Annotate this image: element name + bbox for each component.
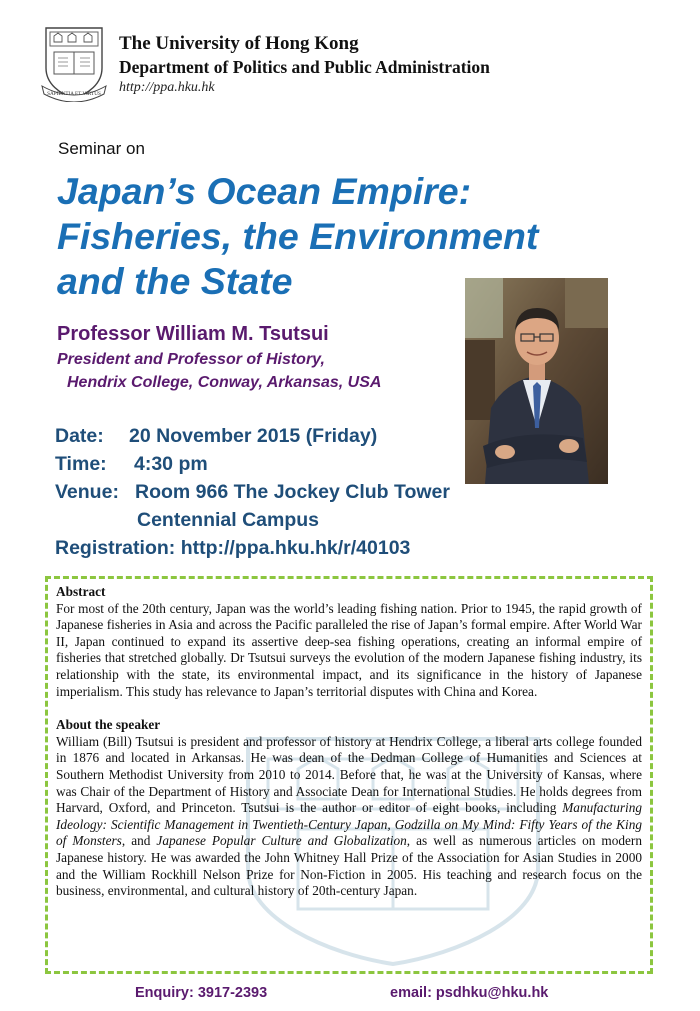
speaker-role-line-2: Hendrix College, Conway, Arkansas, USA [67,374,382,391]
venue-line-1: Room 966 The Jockey Club Tower [135,481,450,503]
about-speaker-heading: About the speaker [56,717,161,733]
speaker-name: Professor William M. Tsutsui [57,323,329,345]
abstract-heading: Abstract [56,584,106,599]
registration-row [55,537,410,560]
date-label: Date: [55,425,104,447]
about-text-part-3: , as well as numerous articles on modern Japanese history. He was awarded the John Whitney Hall Prize of the Association for Asian Studies in 2000 and the William Rockhill Nelson Prize for Non-Fiction in 2005. His teaching and research focus on the business, environmental, and cultural history of 20th-century Japan. [56,833,643,899]
book-title-2: Japanese Popular Culture and Globalization [156,833,407,849]
university-name: The University of Hong Kong [119,33,359,54]
contact-email-link[interactable]: email: psdhku@hku.hk [390,985,549,1001]
title-line-2: Fisheries, the Environment [57,215,539,257]
title-line-3: and the State [57,260,293,302]
date-row [55,425,377,448]
venue-line-2: Centennial Campus [137,509,320,531]
time-row [55,453,208,476]
venue-row [55,481,450,504]
department-url-link[interactable]: http://ppa.hku.hk [119,80,215,95]
speaker-role-line-1: President and Professor of History, [57,351,325,368]
abstract-text: For most of the 20th century, Japan was the world’s leading fishing nation. Prior to 1945, the rapid growth of Japanese fisheries in Asia and across the Pacific paralleled the rise of Japan’s formal empire. After World War II, Japan continued to expand its assertive deep-sea fishing operations, creating an informal empire of fisheries that stretched globally. Dr Tsutsui surveys the evolution of the modern Japanese fishing industry, its relationship with the state, its environmental impact, and its significance in the history of Japanese imperialism. This study has relevance to Japan’s territorial disputes with China and Korea. [56,600,642,699]
venue-label: Venue: [55,481,119,503]
title-line-1: Japan’s Ocean Empire: [57,170,472,212]
department-name: Department of Politics and Public Administration [119,57,490,77]
speaker-photo [465,278,608,484]
time-label: Time: [55,453,107,475]
registration-label: Registration: [55,537,176,559]
seminar-label: Seminar on [58,139,145,158]
registration-link[interactable]: http://ppa.hku.hk/r/40103 [180,537,411,559]
about-text-part-2: , and [121,833,157,849]
date-value: 20 November 2015 (Friday) [129,425,378,447]
about-text-part-1: William (Bill) Tsutsui is president and professor of history at Hendrix College, a liberal arts college founded in 1876 and located in Arkansas. He was dean of the Dedman College of Humanities and Sciences at Southern Methodist University from 2010 to 2014. Before that, he was at the University of Kansas, where was Chair of the Department of History and Associate Dean for International Studies. He holds degrees from Harvard, Oxford, and Princeton. Tsutsui is the author or editor of eight books, including [56,733,642,816]
book-title-1: Manufacturing Ideology: Scientific Management in Twentieth-Century Japan, Godzilla on My Mind: Fifty Years of the King of Monsters [56,800,642,849]
hku-crest-logo [40,24,108,102]
abstract-box [45,576,653,974]
about-speaker-text [56,734,642,900]
crest-motto: SAPIENTIA ET VIRTUS [47,91,101,97]
enquiry-phone: Enquiry: 3917-2393 [135,985,268,1001]
time-value: 4:30 pm [134,453,208,475]
